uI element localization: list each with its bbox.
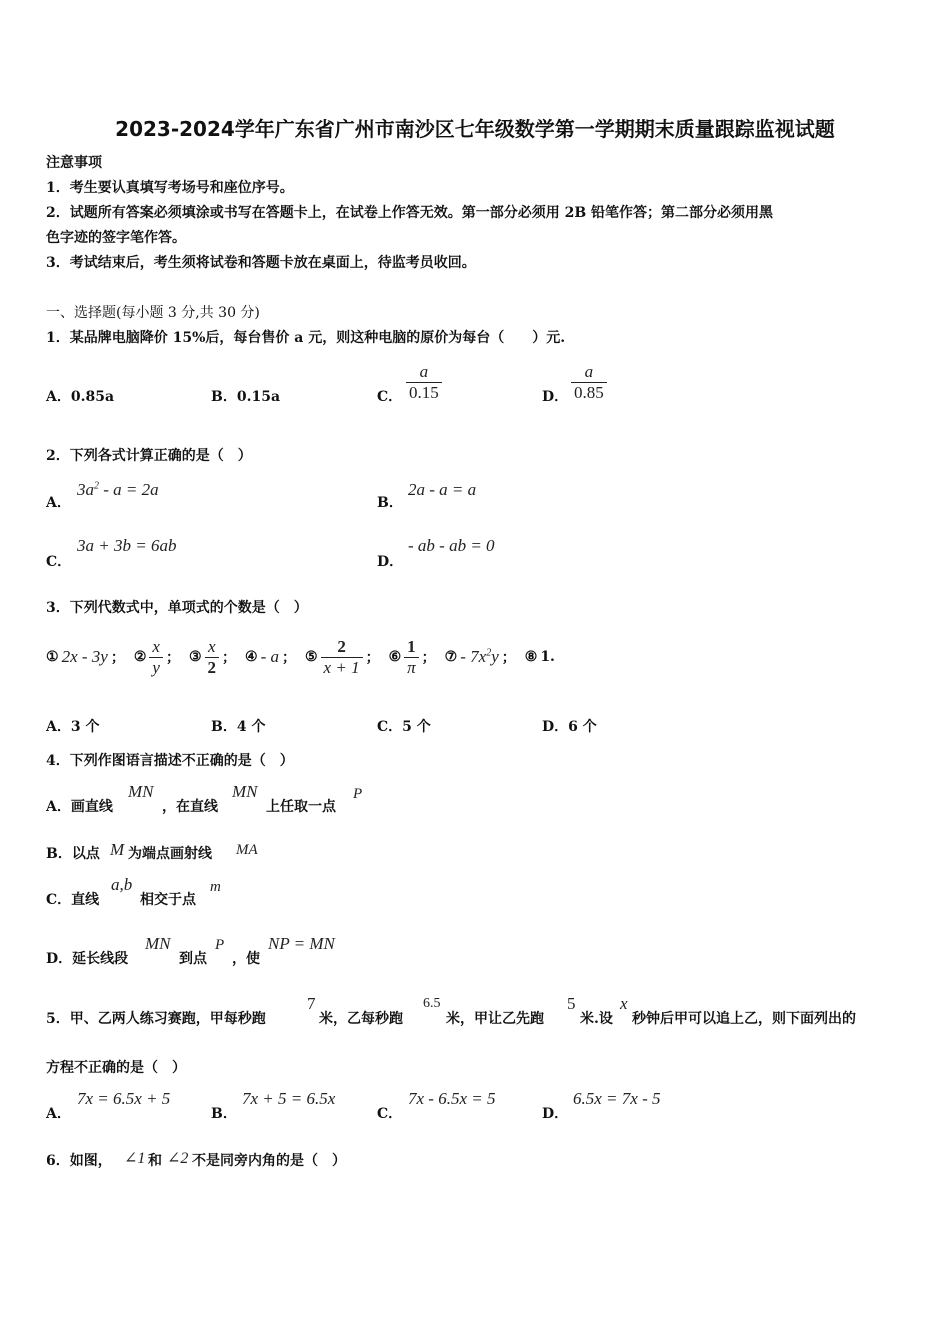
q4-b-label: B．以点	[46, 846, 100, 862]
q3-c-value: 5 个	[402, 719, 431, 735]
q3-expr-1: 2x - 3y	[61, 647, 108, 666]
q2-label-c: C．	[46, 554, 72, 570]
q1-label-b: B．	[211, 389, 237, 405]
q1-b-value: 0.15a	[236, 389, 281, 405]
q3-separator-7: ；	[501, 650, 516, 666]
q3-expr-4: - a	[260, 647, 279, 666]
q4-a-math-1: MN	[128, 782, 154, 801]
notice-item-3: 3．考试结束后，考生须将试卷和答题卡放在桌面上，待监考员收回。	[46, 255, 476, 271]
q1-option-b	[211, 386, 280, 406]
q1-label-c: C．	[377, 389, 403, 405]
q4-d-text-2: 到点	[179, 951, 207, 967]
q3-e7-pre: - 7x	[460, 647, 487, 666]
q2-d-expression: - ab - ab = 0	[408, 536, 495, 555]
q3-f3-num: x	[207, 636, 216, 656]
q3-a-value: 3 个	[70, 719, 100, 735]
q1-c-numerator: a	[419, 362, 429, 381]
q1-d-numerator: a	[584, 362, 594, 381]
q3-label-d: D．	[542, 719, 569, 735]
q3-f2-num: x	[152, 636, 160, 656]
q2-stem: 2．下列各式计算正确的是（ ）	[46, 448, 252, 464]
notice-item-2-cont: 色字迹的签字笔作答。	[46, 230, 186, 246]
q3-separator-3: ；	[222, 650, 236, 666]
q4-a-text-2: ，在直线	[162, 799, 218, 815]
q2-label-a: A．	[46, 495, 71, 511]
q5-stem-5: 秒钟后甲可以追上乙，则下面列出的	[632, 1011, 856, 1027]
q3-separator-5: ；	[365, 650, 380, 666]
q3-label-a: A．	[46, 719, 71, 735]
q3-f5-num: 2	[337, 636, 346, 656]
q5-b-expression: 7x + 5 = 6.5x	[242, 1089, 336, 1108]
q2-a-pre: 3a	[77, 480, 94, 499]
q3-separator-6: ；	[421, 650, 436, 666]
q2-c-expression: 3a + 3b = 6ab	[77, 536, 177, 555]
q3-expr-8: 1.	[540, 649, 555, 665]
q3-option-d	[542, 716, 597, 736]
q3-expr-7	[460, 647, 499, 667]
q4-d-text-3: ，使	[232, 951, 260, 967]
q3-expression-list	[46, 632, 555, 682]
notice-item-1: 1．考生要认真填写考场号和座位序号。	[46, 180, 294, 196]
q3-option-b	[211, 716, 265, 736]
q3-marker-5: ⑤	[304, 649, 318, 665]
page-title: 2023-2024学年广东省广州市南沙区七年级数学第一学期期末质量跟踪监视试题	[115, 117, 835, 141]
q1-stem: 1．某品牌电脑降价 15%后，每台售价 a 元，则这种电脑的原价为每台（ ）元.	[46, 330, 566, 346]
q4-c-math-1: a,b	[111, 875, 133, 894]
q3-f5-den: x + 1	[321, 657, 363, 678]
q4-c-text-2: 相交于点	[140, 892, 196, 908]
q3-label-c: C．	[377, 719, 403, 735]
q5-label-a: A．	[46, 1106, 71, 1122]
q1-d-fraction	[571, 362, 607, 403]
q3-d-value: 6 个	[568, 719, 597, 735]
q3-f3-den: 2	[205, 657, 220, 678]
q4-a-label: A．画直线	[46, 799, 113, 815]
q3-fraction-6	[404, 637, 419, 678]
q5-label-b: B．	[211, 1106, 237, 1122]
q3-separator-4: ；	[281, 650, 296, 666]
q3-marker-3: ③	[188, 649, 202, 665]
q5-stem-2: 米，乙每秒跑	[319, 1011, 403, 1027]
q4-d-math-1: MN	[145, 934, 171, 953]
q4-b-math-1: M	[110, 840, 125, 859]
q4-b-math-2: MA	[236, 842, 258, 858]
q3-fraction-2	[149, 637, 163, 678]
q3-b-value: 4 个	[236, 719, 266, 735]
q4-c-math-2: m	[210, 879, 221, 895]
q1-label-a: A．	[46, 389, 71, 405]
q5-stem-line2: 方程不正确的是（ ）	[46, 1060, 186, 1076]
q2-a-exponent: 2	[94, 480, 99, 492]
q5-c-expression: 7x - 6.5x = 5	[408, 1089, 496, 1108]
q3-marker-4: ④	[245, 649, 258, 665]
q5-d-expression: 6.5x = 7x - 5	[573, 1089, 661, 1108]
q1-label-d: D．	[542, 389, 569, 405]
q6-stem-2: 和	[148, 1153, 162, 1169]
notice-item-2: 2．试题所有答案必须填涂或书写在答题卡上，在试卷上作答无效。第一部分必须用 2B 铅笔作答；第二部分必须用黑	[46, 205, 774, 221]
q4-a-text-3: 上任取一点	[266, 799, 336, 815]
q4-c-label: C．直线	[46, 892, 100, 908]
q6-angle-2: ∠2	[167, 1150, 189, 1167]
q5-value-3: 5	[567, 994, 576, 1013]
q3-e7-post: y	[491, 647, 499, 666]
q2-b-expression: 2a - a = a	[408, 480, 477, 499]
q4-d-label: D．延长线段	[46, 951, 129, 967]
q4-d-math-2: P	[215, 937, 225, 953]
q3-f6-den: π	[404, 657, 419, 678]
q1-d-denominator: 0.85	[571, 382, 607, 403]
q3-stem: 3．下列代数式中，单项式的个数是（ ）	[46, 600, 308, 616]
q3-fraction-5	[321, 637, 363, 678]
q3-marker-2: ②	[133, 649, 147, 665]
q3-e7-exp: 2	[486, 647, 492, 659]
q4-b-text-2: 为端点画射线	[128, 846, 212, 862]
q2-label-b: B．	[377, 495, 403, 511]
q3-marker-6: ⑥	[388, 649, 402, 665]
q3-f6-num: 1	[407, 636, 416, 656]
q4-stem: 4．下列作图语言描述不正确的是（ ）	[46, 753, 294, 769]
q3-separator-2: ；	[165, 650, 180, 666]
q4-a-math-3: P	[353, 786, 363, 802]
section-heading: 一、选择题(每小题 3 分,共 30 分)	[46, 305, 260, 321]
q5-stem-4: 米.设	[580, 1011, 613, 1027]
q5-label-c: C．	[377, 1106, 403, 1122]
q3-separator-1: ；	[110, 650, 125, 666]
q3-marker-7: ⑦	[444, 649, 458, 665]
q1-c-denominator: 0.15	[406, 382, 442, 403]
q4-a-math-2: MN	[232, 782, 258, 801]
q3-option-a	[46, 716, 100, 736]
q5-stem-1: 5．甲、乙两人练习赛跑，甲每秒跑	[46, 1011, 266, 1027]
q3-marker-1: ①	[46, 649, 59, 665]
q3-marker-8: ⑧	[524, 649, 538, 665]
q6-angle-1: ∠1	[124, 1150, 146, 1167]
q3-f2-den: y	[149, 657, 163, 678]
q4-d-math-3: NP = MN	[268, 934, 335, 953]
q5-a-expression: 7x = 6.5x + 5	[77, 1089, 171, 1108]
q1-a-value: 0.85a	[70, 389, 115, 405]
q6-stem-1: 6．如图，	[46, 1153, 112, 1169]
notice-heading: 注意事项	[46, 155, 102, 171]
q2-label-d: D．	[377, 554, 404, 570]
q5-value-1: 7	[307, 994, 316, 1013]
q5-label-d: D．	[542, 1106, 569, 1122]
q5-stem-3: 米，甲让乙先跑	[446, 1011, 544, 1027]
q2-a-post: - a = 2a	[99, 480, 159, 499]
q6-stem-3: 不是同旁内角的是（ ）	[192, 1153, 346, 1169]
q5-value-4: x	[620, 994, 628, 1013]
q1-option-a	[46, 386, 114, 406]
q1-c-fraction	[406, 362, 442, 403]
q3-fraction-3	[205, 637, 220, 678]
q3-option-c	[377, 716, 431, 736]
q2-a-expression	[77, 480, 159, 500]
q3-label-b: B．	[211, 719, 237, 735]
q5-value-2: 6.5	[423, 996, 441, 1011]
